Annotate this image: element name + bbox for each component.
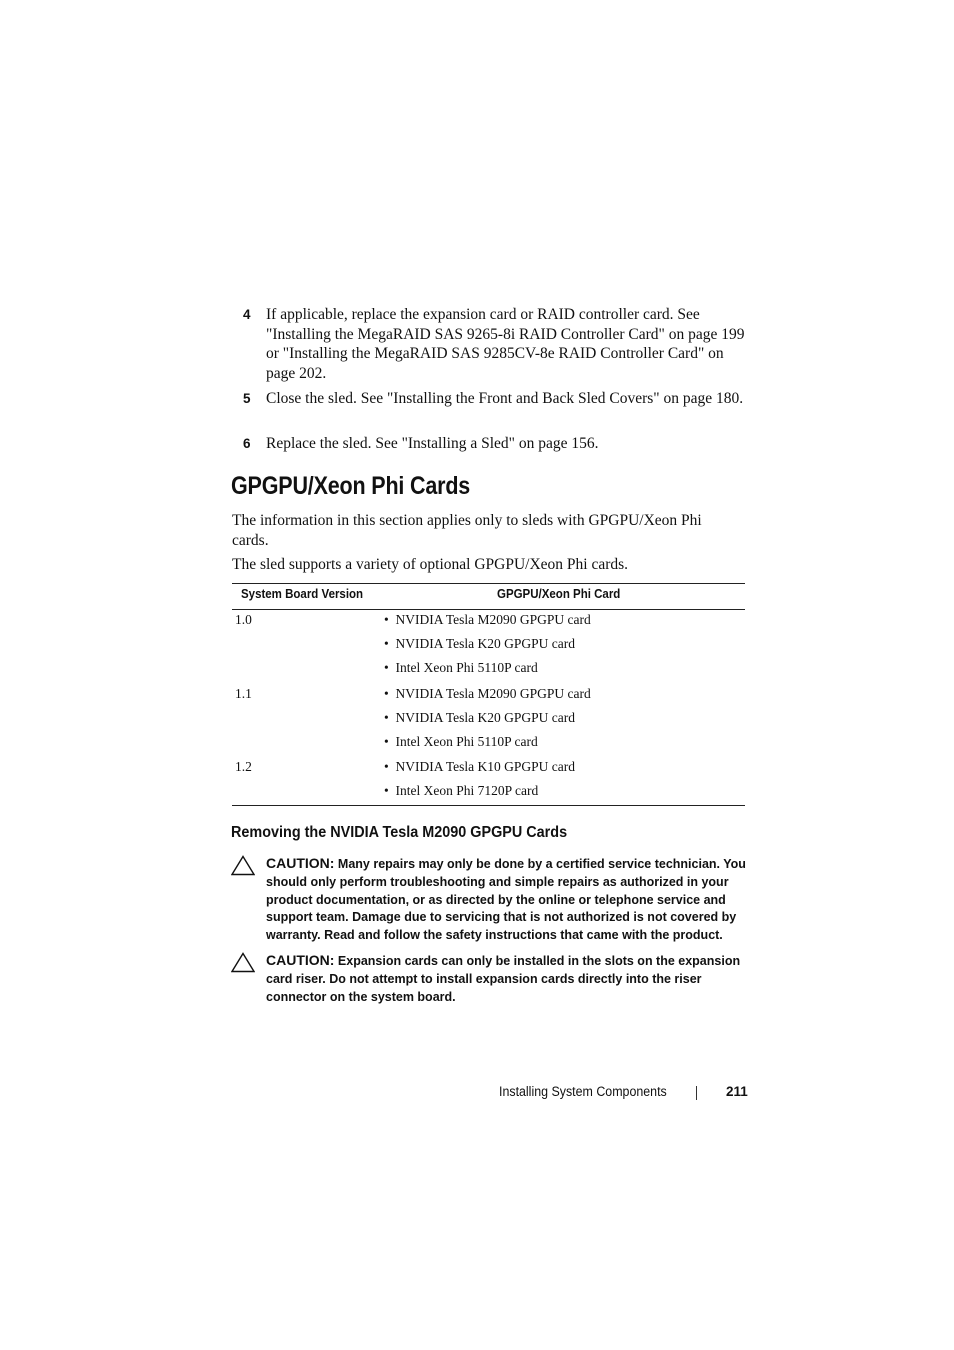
step-number: 5 bbox=[243, 391, 251, 406]
caution-body: Many repairs may only be done by a certified service technician. You should only perform troubleshooting and simple repairs as authorized in your product documentation, or as directed by the online or telephone service and support team. Damage due to servicing that is not authorized is not covered by warranty. Read and follow the safety instructions that came with the product. bbox=[266, 857, 746, 943]
table-cell-card bbox=[384, 659, 538, 676]
card-name: NVIDIA Tesla K20 GPGPU card bbox=[395, 710, 576, 725]
bullet-glyph: • bbox=[384, 686, 389, 701]
table-cell-card bbox=[384, 611, 591, 628]
table-cell-card bbox=[384, 709, 575, 726]
table-top-rule bbox=[232, 583, 745, 584]
caution-text bbox=[266, 952, 751, 1006]
caution-icon bbox=[231, 952, 255, 973]
bullet-glyph: • bbox=[384, 734, 389, 749]
card-name: Intel Xeon Phi 5110P card bbox=[395, 734, 538, 749]
table-cell-card bbox=[384, 782, 538, 799]
card-name: NVIDIA Tesla K20 GPGPU card bbox=[395, 636, 576, 651]
step-text: Close the sled. See "Installing the Front and Back Sled Covers" on page 180. bbox=[266, 390, 744, 407]
step-number: 6 bbox=[243, 436, 251, 451]
footer-page-number: 211 bbox=[726, 1084, 748, 1099]
section-support: The sled supports a variety of optional GPGPU/Xeon Phi cards. bbox=[232, 556, 629, 573]
bullet-glyph: • bbox=[384, 636, 389, 651]
caution-label: CAUTION: bbox=[266, 952, 335, 968]
subsection-title: Removing the NVIDIA Tesla M2090 GPGPU Cards bbox=[231, 824, 568, 841]
step-text: Replace the sled. See "Installing a Sled" on page 156. bbox=[266, 435, 599, 452]
bullet-glyph: • bbox=[384, 612, 389, 627]
card-name: NVIDIA Tesla M2090 GPGPU card bbox=[395, 686, 591, 701]
table-cell-card bbox=[384, 733, 538, 750]
caution-icon bbox=[231, 855, 255, 876]
section-intro: The information in this section applies only to sleds with GPGPU/Xeon Phi cards. bbox=[232, 512, 702, 549]
bullet-glyph: • bbox=[384, 660, 389, 675]
table-cell-card bbox=[384, 758, 575, 775]
table-bottom-rule bbox=[232, 805, 745, 806]
caution-2 bbox=[231, 952, 751, 1006]
table-cell-version: 1.1 bbox=[235, 686, 252, 701]
table-cell-card bbox=[384, 635, 575, 652]
step-6 bbox=[232, 434, 752, 454]
caution-text bbox=[266, 855, 751, 945]
bullet-glyph: • bbox=[384, 783, 389, 798]
table-header-version: System Board Version bbox=[241, 587, 364, 601]
footer-chapter: Installing System Components bbox=[499, 1084, 667, 1099]
step-text: If applicable, replace the expansion card or RAID controller card. See "Installing the MegaRAID SAS 9265-8i RAID Controller Card" on page 199 or "Installing the MegaRAID SAS 9285CV-8e RAID Controller Card" on page 202. bbox=[266, 306, 745, 382]
step-4 bbox=[232, 305, 752, 383]
card-name: NVIDIA Tesla K10 GPGPU card bbox=[395, 759, 576, 774]
step-5 bbox=[232, 389, 752, 409]
card-name: Intel Xeon Phi 7120P card bbox=[395, 783, 539, 798]
gpgpu-table bbox=[232, 583, 745, 806]
table-cell-version: 1.2 bbox=[235, 759, 252, 774]
table-cell-version: 1.0 bbox=[235, 612, 252, 627]
bullet-glyph: • bbox=[384, 759, 389, 774]
caution-label: CAUTION: bbox=[266, 855, 335, 871]
card-name: NVIDIA Tesla M2090 GPGPU card bbox=[395, 612, 591, 627]
table-header-rule bbox=[232, 609, 745, 610]
section-title: GPGPU/Xeon Phi Cards bbox=[231, 472, 471, 500]
step-number: 4 bbox=[243, 307, 251, 322]
card-name: Intel Xeon Phi 5110P card bbox=[395, 660, 538, 675]
footer-separator bbox=[696, 1086, 697, 1100]
bullet-glyph: • bbox=[384, 710, 389, 725]
caution-1 bbox=[231, 855, 751, 945]
table-cell-card bbox=[384, 685, 591, 702]
table-header-card: GPGPU/Xeon Phi Card bbox=[497, 587, 621, 601]
caution-body: Expansion cards can only be installed in the slots on the expansion card riser. Do not attempt to install expansion cards directly into the riser connector on the system board. bbox=[266, 954, 741, 1004]
